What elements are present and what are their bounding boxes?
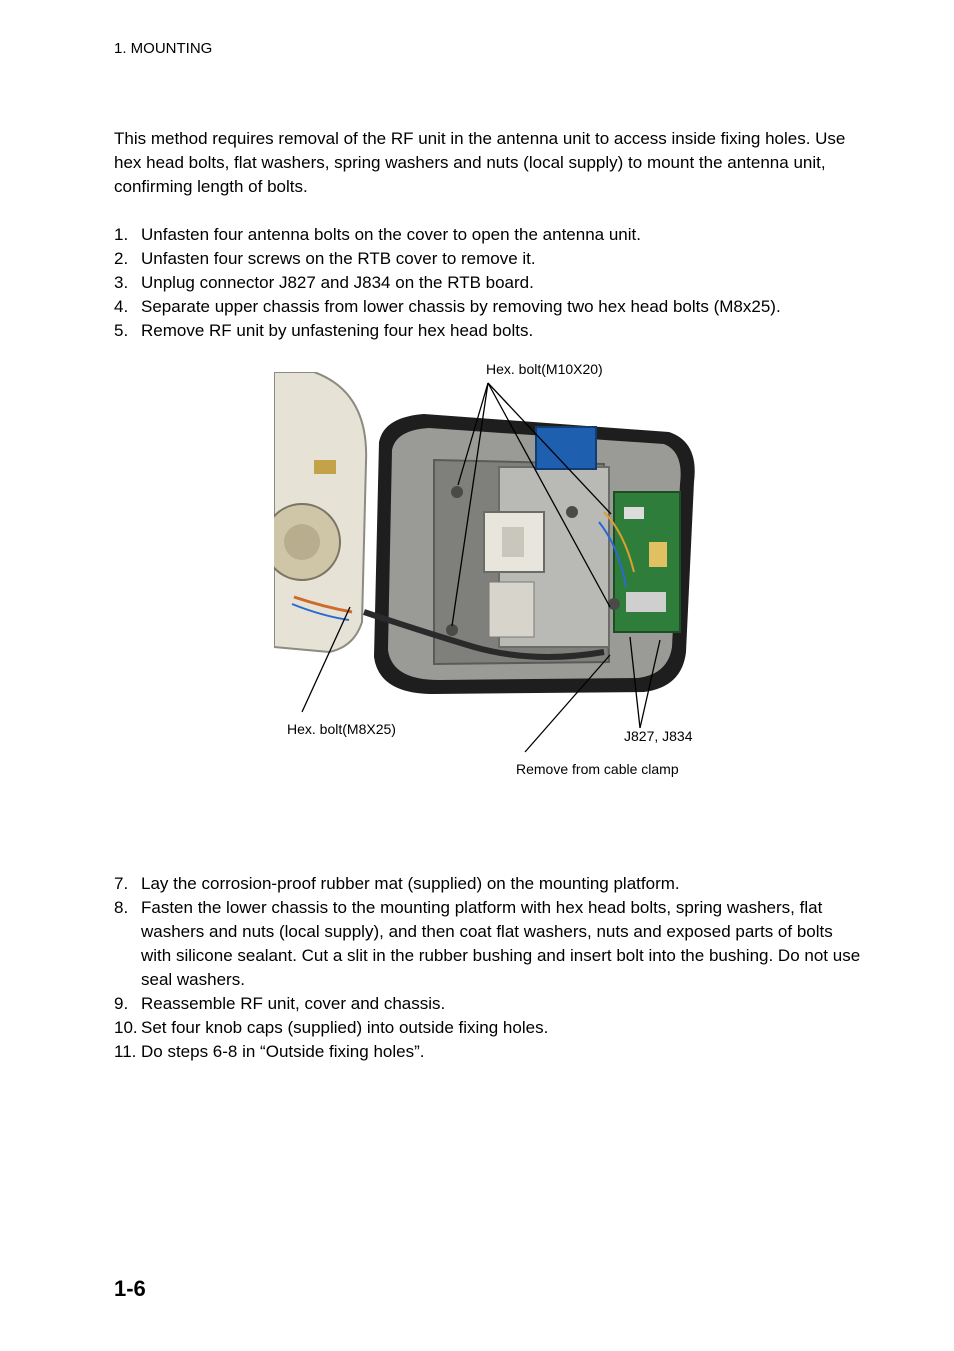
step-number: 2. <box>114 249 129 268</box>
steps-after-list <box>114 872 864 1064</box>
step-text: Unfasten four screws on the RTB cover to remove it. <box>141 249 536 268</box>
label-hex-bolt-m8: Hex. bolt(M8X25) <box>287 721 396 737</box>
list-item <box>114 1040 864 1064</box>
label-hex-bolt-m10: Hex. bolt(M10X20) <box>486 361 603 377</box>
steps-before-list <box>114 223 864 343</box>
list-item <box>114 295 864 319</box>
intro-paragraph: This method requires removal of the RF unit in the antenna unit to access inside fixing holes. Use hex head bolts, flat washers, spring washers and nuts (local supply) to mount the antenna unit, confirming length of bolts. <box>114 129 846 196</box>
list-item <box>114 1016 864 1040</box>
list-item <box>114 271 864 295</box>
step-number: 8. <box>114 898 129 917</box>
list-item <box>114 896 864 992</box>
step-number: 11. <box>114 1042 137 1061</box>
list-item <box>114 319 864 343</box>
step-text: Unplug connector J827 and J834 on the RTB board. <box>141 273 534 292</box>
label-connectors: J827, J834 <box>624 728 693 744</box>
label-cable-clamp: Remove from cable clamp <box>516 761 679 777</box>
step-number: 5. <box>114 321 129 340</box>
step-number: 9. <box>114 994 129 1013</box>
list-item <box>114 872 864 896</box>
step-text: Do steps 6-8 in “Outside fixing holes”. <box>141 1042 425 1061</box>
step-number: 4. <box>114 297 129 316</box>
step-number: 10. <box>114 1018 138 1037</box>
step-number: 3. <box>114 273 129 292</box>
step-number: 7. <box>114 874 129 893</box>
step-text: Separate upper chassis from lower chassis by removing two hex head bolts (M8x25). <box>141 297 781 316</box>
step-text: Remove RF unit by unfastening four hex head bolts. <box>141 321 534 340</box>
list-item <box>114 247 864 271</box>
step-text: Lay the corrosion-proof rubber mat (supplied) on the mounting platform. <box>141 874 680 893</box>
step-number: 1. <box>114 225 129 244</box>
list-item <box>114 992 864 1016</box>
step-text: Unfasten four antenna bolts on the cover to open the antenna unit. <box>141 225 641 244</box>
antenna-unit-photo <box>274 372 702 710</box>
running-header: 1. MOUNTING <box>114 40 213 57</box>
list-item <box>114 223 864 247</box>
step-text: Set four knob caps (supplied) into outside fixing holes. <box>141 1018 549 1037</box>
page-number: 1-6 <box>114 1276 146 1301</box>
step-text: Reassemble RF unit, cover and chassis. <box>141 994 446 1013</box>
step-text: Fasten the lower chassis to the mounting platform with hex head bolts, spring washers, flat washers and nuts (local supply), and then coat flat washers, nuts and exposed parts of bolts with silicone sealant. Cut a slit in the rubber bushing and insert bolt into the bushing. Do not use seal washers. <box>141 898 861 989</box>
